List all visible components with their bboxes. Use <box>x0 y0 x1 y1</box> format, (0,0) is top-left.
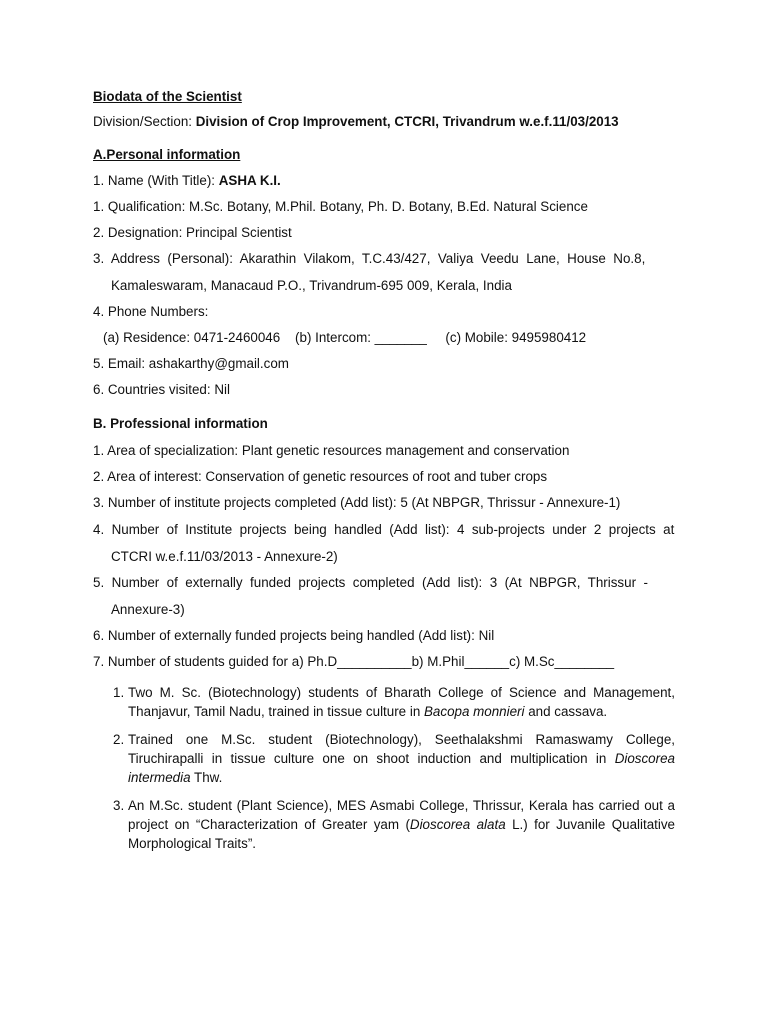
interest-line: 2. Area of interest: Conservation of genetic resources of root and tuber crops <box>93 469 548 484</box>
list-item <box>93 730 675 787</box>
phone-label: 4. Phone Numbers: <box>93 304 209 319</box>
list-item-number: 3. <box>113 798 125 813</box>
specialization-line: 1. Area of specialization: Plant genetic resources management and conservation <box>93 443 570 458</box>
list-item-species: Dioscorea intermedia <box>128 751 675 785</box>
name-label: 1. Name (With Title): <box>93 173 219 188</box>
students-guided-line: 7. Number of students guided for a) Ph.D__________b) M.Phil______c) M.Sc________ <box>93 654 615 669</box>
external-completed-line-1: 5. Number of externally funded projects completed (Add list): 3 (At NBPGR, Thrissur - <box>93 575 648 590</box>
list-item-species: Bacopa monnieri <box>424 704 525 719</box>
section-a-heading: A.Personal information <box>93 147 241 162</box>
document-title: Biodata of the Scientist <box>93 89 242 104</box>
list-item-text <box>128 730 675 787</box>
division-line <box>93 113 675 130</box>
list-item-species: Dioscorea alata <box>409 817 506 832</box>
address-line-1: 3. Address (Personal): Akarathin Vilakom, T.C.43/427, Valiya Veedu Lane, House No.8, <box>93 251 646 266</box>
list-item-text-post: and cassava. <box>524 704 608 719</box>
address-line-2: Kamaleswaram, Manacaud P.O., Trivandrum-695 009, Kerala, India <box>111 278 512 293</box>
external-completed-line-2: Annexure-3) <box>111 602 185 617</box>
list-item-number: 2. <box>113 732 125 747</box>
qualification-line: 1. Qualification: M.Sc. Botany, M.Phil. Botany, Ph. D. Botany, B.Ed. Natural Science <box>93 199 588 214</box>
email-line: 5. Email: ashakarthy@gmail.com <box>93 356 289 371</box>
division-value: Division of Crop Improvement, CTCRI, Trivandrum w.e.f.11/03/2013 <box>195 114 619 129</box>
list-item-number: 1. <box>113 685 125 700</box>
list-item-text <box>128 683 675 721</box>
list-item <box>93 683 675 721</box>
list-item-text-pre: Two M. Sc. (Biotechnology) students of Bharath College of Science and Management, Thanjavur, Tamil Nadu, trained in tissue culture in <box>128 685 675 719</box>
phone-numbers-line: (a) Residence: 0471-2460046 (b) Intercom: _______ (c) Mobile: 9495980412 <box>103 330 587 345</box>
section-b-heading: B. Professional information <box>93 416 268 431</box>
projects-completed-line: 3. Number of institute projects completed (Add list): 5 (At NBPGR, Thrissur - Annexure-1) <box>93 495 621 510</box>
projects-handled-line-2: CTCRI w.e.f.11/03/2013 - Annexure-2) <box>111 549 338 564</box>
division-label: Division/Section: <box>93 114 196 129</box>
students-list <box>93 683 675 853</box>
countries-line: 6. Countries visited: Nil <box>93 382 230 397</box>
external-handled-line: 6. Number of externally funded projects being handled (Add list): Nil <box>93 628 495 643</box>
projects-handled-line-1: 4. Number of Institute projects being handled (Add list): 4 sub-projects under 2 projects at <box>93 522 675 537</box>
list-item-text-post: L.) for Juvanile Qualitative Morphological Traits”. <box>128 817 675 851</box>
list-item-text-pre: An M.Sc. student (Plant Science), MES Asmabi College, Thrissur, Kerala has carried out a project on “Characterization of Greater yam ( <box>128 798 675 832</box>
document-body <box>93 88 675 862</box>
name-line <box>93 172 675 189</box>
list-item-text-post: Thw. <box>190 770 223 785</box>
list-item-text <box>128 796 675 853</box>
designation-line: 2. Designation: Principal Scientist <box>93 225 292 240</box>
name-value: ASHA K.I. <box>218 173 281 188</box>
list-item <box>93 796 675 853</box>
list-item-text-pre: Trained one M.Sc. student (Biotechnology), Seethalakshmi Ramaswamy College, Tiruchirapalli in tissue culture one on shoot induction and multiplication in <box>128 732 675 766</box>
